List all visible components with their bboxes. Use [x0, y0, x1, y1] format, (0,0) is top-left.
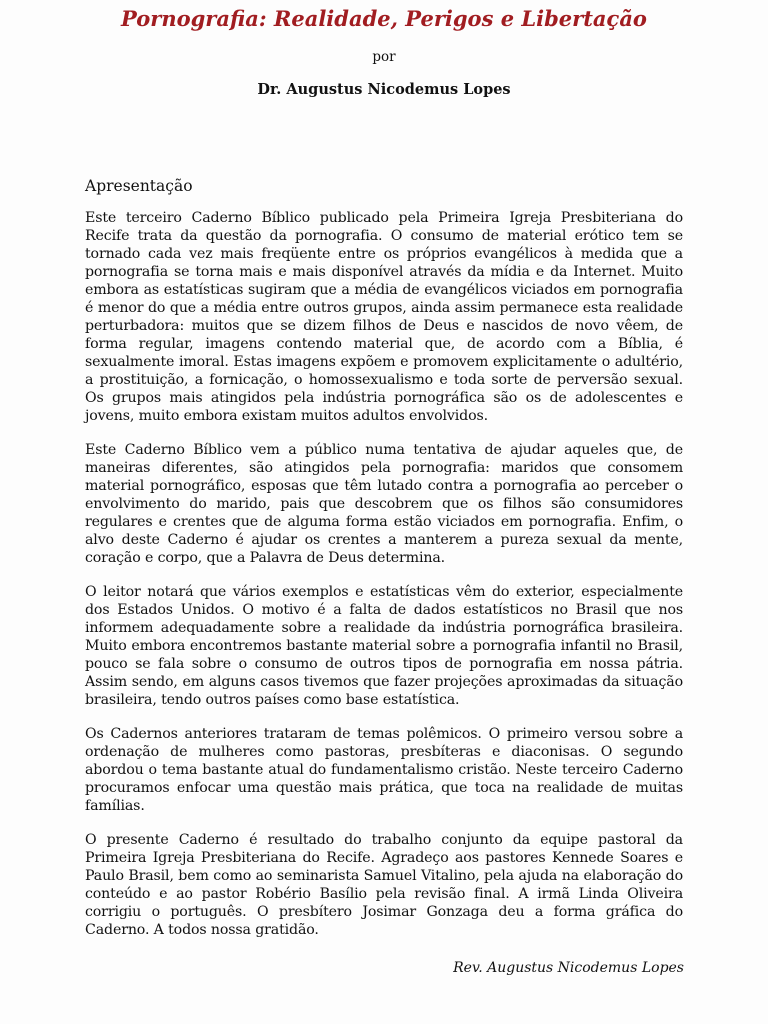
paragraph: Os Cadernos anteriores trataram de temas polêmicos. O primeiro versou sobre a ordenação de mulheres como pastoras, presbíteras e diaconisas. O segundo abordou o tema bastante atual do fundamentalismo cristão. Neste terceiro Caderno procuramos enfocar uma questão mais prática, que toca na realidade de muitas famílias.	[85, 726, 683, 814]
paragraph: Este terceiro Caderno Bíblico publicado pela Primeira Igreja Presbiteriana do Recife trata da questão da pornografia. O consumo de material erótico tem se tornado cada vez mais freqüente entre os próprios evangélicos à medida que a pornografia se torna mais e mais disponível através da mídia e da Internet. Muito embora as estatísticas sugiram que a média de evangélicos viciados em pornografia é menor do que a média entre outros grupos, ainda assim permanece esta realidade perturbadora: muitos que se dizem filhos de Deus e nascidos de novo vêem, de forma regular, imagens contendo material que, de acordo com a Bíblia, é sexualmente imoral. Estas imagens expõem e promovem explicitamente o adultério, a prostituição, a fornicação, o homossexualismo e toda sorte de perversão sexual. Os grupos mais atingidos pela indústria pornográfica são os de adolescentes e jovens, muito embora existam muitos adultos envolvidos.	[85, 210, 683, 424]
author-name: Dr. Augustus Nicodemus Lopes	[257, 81, 511, 98]
paragraph: O leitor notará que vários exemplos e estatísticas vêm do exterior, especialmente dos Estados Unidos. O motivo é a falta de dados estatísticos no Brasil que nos informem adequadamente sobre a realidade da indústria pornográfica brasileira. Muito embora encontremos bastante material sobre a pornografia infantil no Brasil, pouco se fala sobre o consumo de outros tipos de pornografia em nossa pátria. Assim sendo, em alguns casos tivemos que fazer projeções aproximadas da situação brasileira, tendo outros países como base estatística.	[85, 584, 683, 708]
signature: Rev. Augustus Nicodemus Lopes	[453, 960, 684, 976]
section-heading: Apresentação	[85, 177, 193, 195]
byline-por: por	[372, 49, 396, 65]
document-title: Pornografia: Realidade, Perigos e Libertação	[121, 6, 647, 31]
paragraph: O presente Caderno é resultado do trabalho conjunto da equipe pastoral da Primeira Igreja Presbiteriana do Recife. Agradeço aos pastores Kennede Soares e Paulo Brasil, bem como ao seminarista Samuel Vitalino, pela ajuda na elaboração do conteúdo e ao pastor Robério Basílio pela revisão final. A irmã Linda Oliveira corrigiu o português. O presbítero Josimar Gonzaga deu a forma gráfica do Caderno. A todos nossa gratidão.	[85, 832, 683, 938]
body-text	[85, 209, 683, 955]
paragraph: Este Caderno Bíblico vem a público numa tentativa de ajudar aqueles que, de maneiras diferentes, são atingidos pela pornografia: maridos que consomem material pornográfico, esposas que têm lutado contra a pornografia ao perceber o envolvimento do marido, pais que descobrem que os filhos são consumidores regulares e crentes que de alguma forma estão viciados em pornografia. Enfim, o alvo deste Caderno é ajudar os crentes a manterem a pureza sexual da mente, coração e corpo, que a Palavra de Deus determina.	[85, 442, 683, 566]
